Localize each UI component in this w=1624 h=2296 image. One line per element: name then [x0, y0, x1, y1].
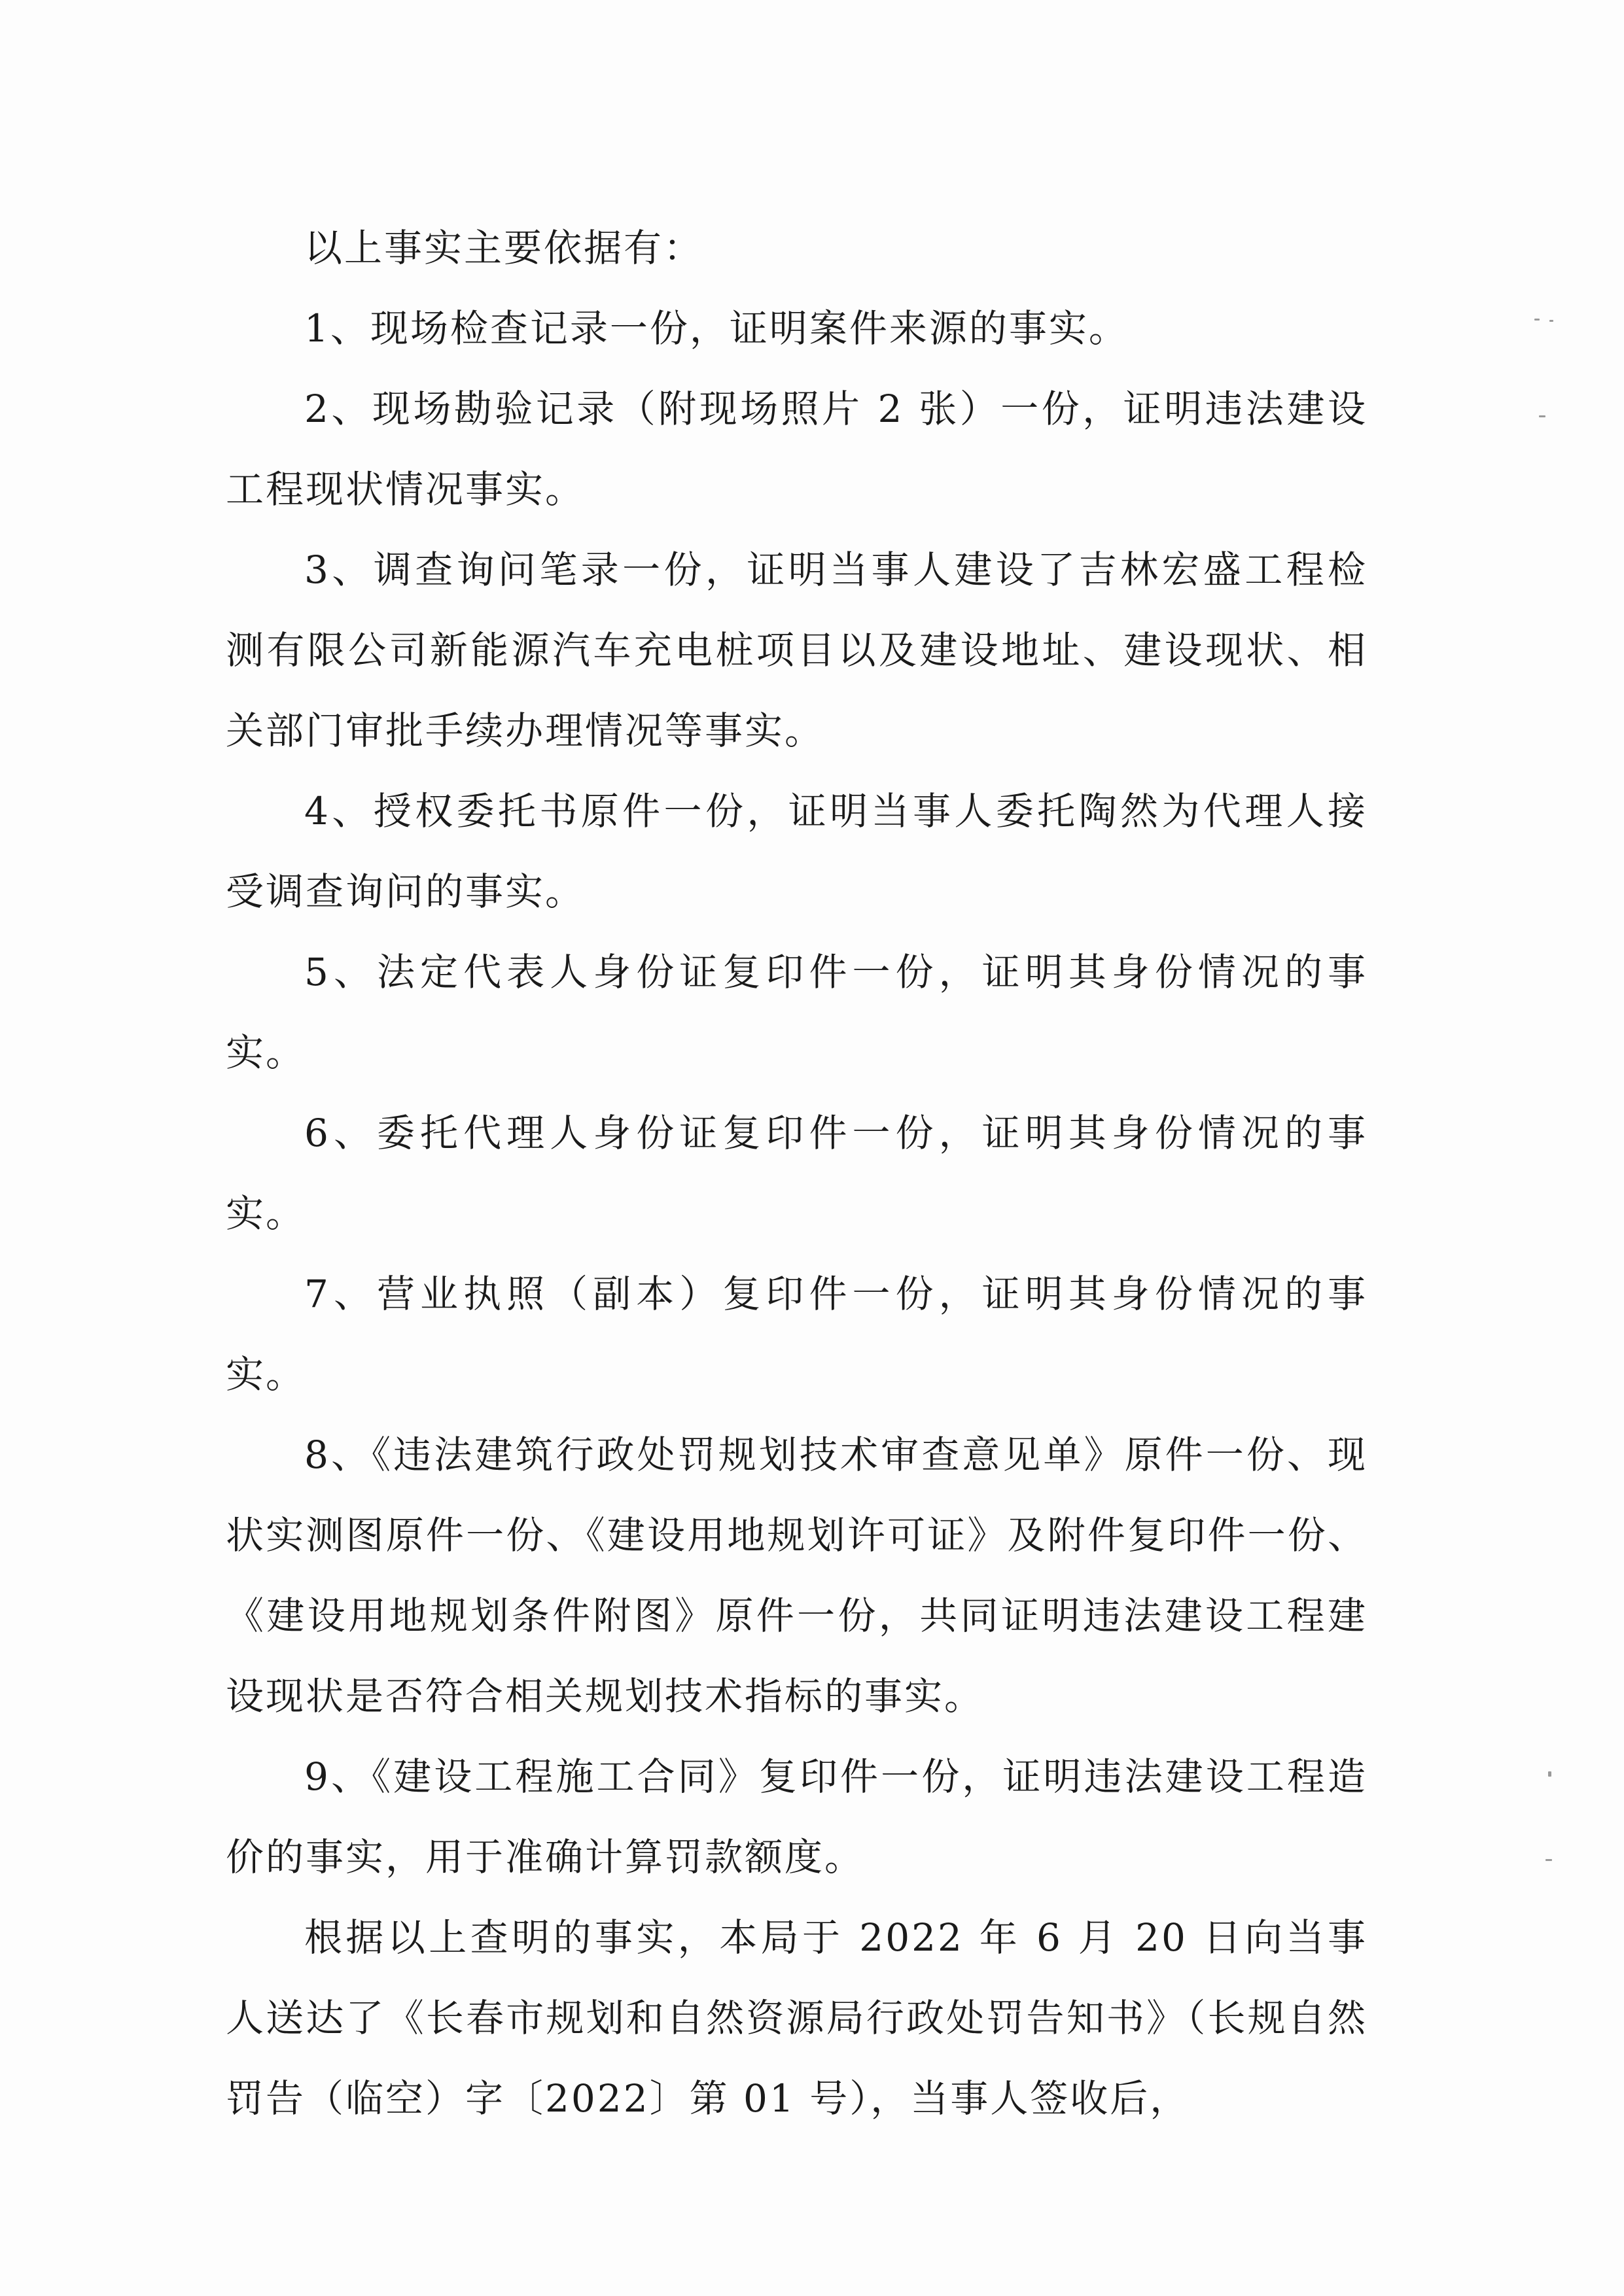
scan-speck — [1549, 320, 1553, 322]
evidence-item-1: 1、现场检查记录一份，证明案件来源的事实。 — [304, 306, 1129, 351]
intro-paragraph: 以上事实主要依据有： — [304, 226, 704, 270]
evidence-item-8: 8、《违法建筑行政处罚规划技术审查意见单》原件一份、现状实测图原件一份、《建设用地规划许可证》及附件复印件一份、《建设用地规划条件附图》原件一份，共同证明违法建设工程建设现状是否符合相关规划技术指标的事实。 — [226, 1433, 1368, 1718]
scan-speck — [1545, 1859, 1552, 1861]
evidence-item-2: 2、现场勘验记录（附现场照片 2 张）一份，证明违法建设工程现状情况事实。 — [226, 387, 1368, 512]
conclusion-paragraph: 根据以上查明的事实，本局于 2022 年 6 月 20 日向当事人送达了《长春市规划和自然资源局行政处罚告知书》（长规自然罚告（临空）字〔2022〕第 01 号），当事人签收后， — [226, 1915, 1368, 2121]
evidence-item-5: 5、法定代表人身份证复印件一份，证明其身份情况的事实。 — [226, 950, 1368, 1075]
scan-speck — [1534, 319, 1540, 321]
evidence-item-3: 3、调查询问笔录一份，证明当事人建设了吉林宏盛工程检测有限公司新能源汽车充电桩项目以及建设地址、建设现状、相关部门审批手续办理情况等事实。 — [226, 548, 1368, 753]
evidence-item-6: 6、委托代理人身份证复印件一份，证明其身份情况的事实。 — [226, 1111, 1368, 1236]
scan-speck — [1548, 1771, 1551, 1777]
evidence-item-4: 4、授权委托书原件一份，证明当事人委托陶然为代理人接受调查询问的事实。 — [226, 789, 1368, 914]
evidence-item-9: 9、《建设工程施工合同》复印件一份，证明违法建设工程造价的事实，用于准确计算罚款额度。 — [226, 1754, 1368, 1879]
scan-speck — [1539, 415, 1545, 417]
evidence-item-7: 7、营业执照（副本）复印件一份，证明其身份情况的事实。 — [226, 1272, 1368, 1397]
document-body — [226, 208, 1368, 2139]
